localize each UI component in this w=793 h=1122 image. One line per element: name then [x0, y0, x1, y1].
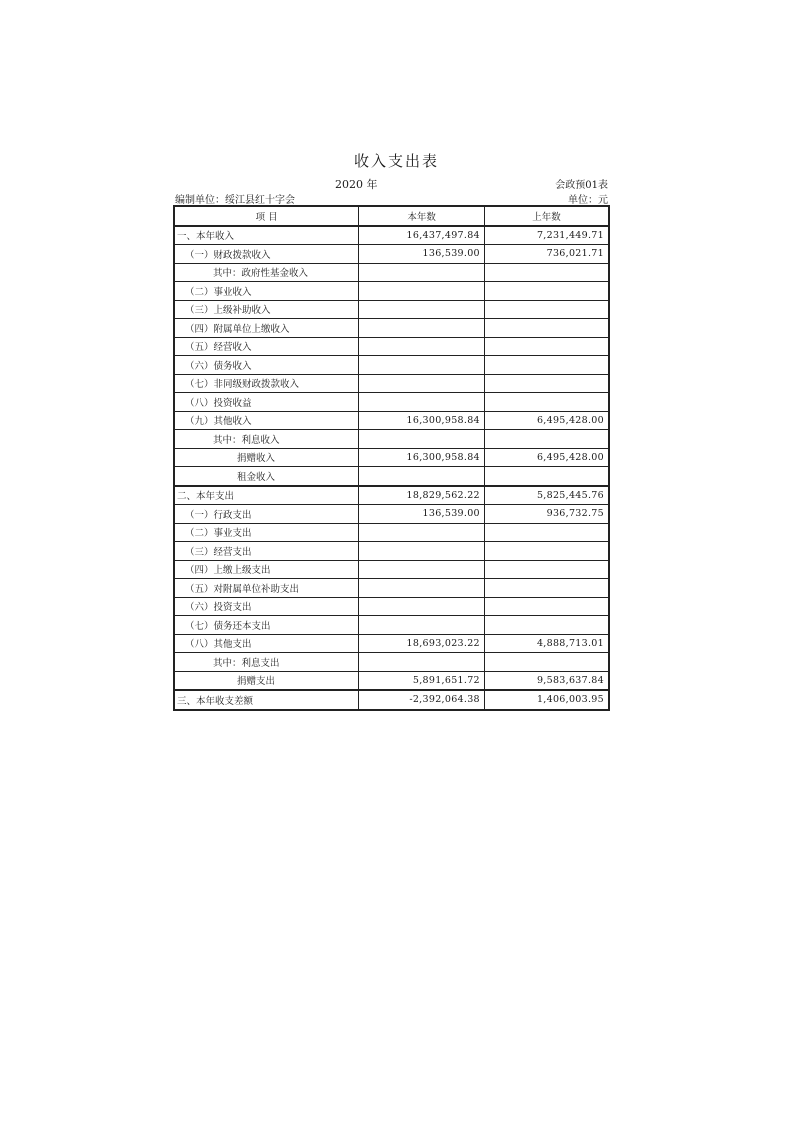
- row-label: （八）其他支出: [174, 634, 359, 653]
- current-year-value: [359, 337, 485, 356]
- row-label: （三）上级补助收入: [174, 300, 359, 319]
- table-row: [174, 579, 609, 598]
- prior-year-value: [484, 374, 609, 393]
- table-row: [174, 337, 609, 356]
- row-label: 其中：利息收入: [174, 430, 359, 449]
- report-year: 2020 年: [335, 178, 378, 191]
- table-row: [174, 356, 609, 375]
- current-year-value: [359, 430, 485, 449]
- row-label: （五）经营收入: [174, 337, 359, 356]
- prior-year-value: [484, 282, 609, 301]
- prior-year-value: 5,825,445.76: [484, 486, 609, 505]
- current-year-value: 136,539.00: [359, 505, 485, 524]
- prior-year-value: [484, 300, 609, 319]
- table-row: [174, 430, 609, 449]
- current-year-value: 16,300,958.84: [359, 411, 485, 430]
- row-label: 租金收入: [174, 467, 359, 486]
- table-row: [174, 411, 609, 430]
- current-year-value: 18,693,023.22: [359, 634, 485, 653]
- current-year-value: 136,539.00: [359, 245, 485, 264]
- row-label: 三、本年收支差额: [174, 690, 359, 710]
- current-year-value: [359, 393, 485, 412]
- table-row: [174, 226, 609, 245]
- table-row: [174, 282, 609, 301]
- table-row: [174, 300, 609, 319]
- prior-year-value: 6,495,428.00: [484, 448, 609, 467]
- document-title: 收入支出表: [353, 152, 439, 170]
- table-row: [174, 486, 609, 505]
- table-row: [174, 671, 609, 690]
- current-year-value: 5,891,651.72: [359, 671, 485, 690]
- prior-year-value: [484, 542, 609, 561]
- current-year-value: [359, 374, 485, 393]
- current-year-value: [359, 523, 485, 542]
- current-year-value: [359, 300, 485, 319]
- prior-year-value: 9,583,637.84: [484, 671, 609, 690]
- header-item: 项 目: [174, 206, 359, 226]
- table-row: [174, 616, 609, 635]
- row-label: （七）债务还本支出: [174, 616, 359, 635]
- table-row: [174, 597, 609, 616]
- prior-year-value: 4,888,713.01: [484, 634, 609, 653]
- current-year-value: [359, 616, 485, 635]
- current-year-value: 18,829,562.22: [359, 486, 485, 505]
- prior-year-value: [484, 579, 609, 598]
- prior-year-value: [484, 597, 609, 616]
- table-row: [174, 448, 609, 467]
- row-label: （三）经营支出: [174, 542, 359, 561]
- prior-year-value: [484, 263, 609, 282]
- prior-year-value: [484, 337, 609, 356]
- row-label: （九）其他收入: [174, 411, 359, 430]
- current-year-value: 16,300,958.84: [359, 448, 485, 467]
- table-row: [174, 393, 609, 412]
- row-label: （一）财政拨款收入: [174, 245, 359, 264]
- current-year-value: [359, 282, 485, 301]
- income-expense-table: [173, 205, 610, 711]
- table-row: [174, 653, 609, 672]
- row-label: （四）附属单位上缴收入: [174, 319, 359, 338]
- prior-year-value: [484, 393, 609, 412]
- row-label: （五）对附属单位补助支出: [174, 579, 359, 598]
- prior-year-value: [484, 616, 609, 635]
- table-row: [174, 319, 609, 338]
- prior-year-value: [484, 523, 609, 542]
- current-year-value: [359, 319, 485, 338]
- header-current-year: 本年数: [359, 206, 485, 226]
- prior-year-value: 936,732.75: [484, 505, 609, 524]
- prior-year-value: [484, 653, 609, 672]
- current-year-value: [359, 597, 485, 616]
- table-row: [174, 690, 609, 710]
- current-year-value: [359, 467, 485, 486]
- table-row: [174, 374, 609, 393]
- row-label: （六）债务收入: [174, 356, 359, 375]
- table-row: [174, 634, 609, 653]
- row-label: （四）上缴上级支出: [174, 560, 359, 579]
- prior-year-value: [484, 430, 609, 449]
- current-year-value: -2,392,064.38: [359, 690, 485, 710]
- current-year-value: [359, 579, 485, 598]
- current-year-value: [359, 653, 485, 672]
- row-label: （七）非同级财政拨款收入: [174, 374, 359, 393]
- table-row: [174, 560, 609, 579]
- form-number: 会政预01表: [555, 180, 608, 191]
- row-label: 二、本年支出: [174, 486, 359, 505]
- row-label: （二）事业收入: [174, 282, 359, 301]
- prior-year-value: [484, 467, 609, 486]
- prior-year-value: [484, 356, 609, 375]
- current-year-value: [359, 560, 485, 579]
- preparing-unit: 编制单位：绥江县红十字会: [175, 195, 295, 206]
- table-row: [174, 505, 609, 524]
- row-label: （二）事业支出: [174, 523, 359, 542]
- current-year-value: [359, 542, 485, 561]
- prior-year-value: [484, 560, 609, 579]
- table-row: [174, 263, 609, 282]
- table-row: [174, 245, 609, 264]
- row-label: （一）行政支出: [174, 505, 359, 524]
- prior-year-value: 736,021.71: [484, 245, 609, 264]
- prior-year-value: 1,406,003.95: [484, 690, 609, 710]
- row-label: 其中：政府性基金收入: [174, 263, 359, 282]
- table-header-row: [174, 206, 609, 226]
- prior-year-value: 7,231,449.71: [484, 226, 609, 245]
- prior-year-value: 6,495,428.00: [484, 411, 609, 430]
- prior-year-value: [484, 319, 609, 338]
- table-row: [174, 542, 609, 561]
- row-label: 捐赠支出: [174, 671, 359, 690]
- row-label: 捐赠收入: [174, 448, 359, 467]
- current-year-value: 16,437,497.84: [359, 226, 485, 245]
- table-row: [174, 523, 609, 542]
- current-year-value: [359, 263, 485, 282]
- row-label: 一、本年收入: [174, 226, 359, 245]
- header-prior-year: 上年数: [484, 206, 609, 226]
- row-label: （八）投资收益: [174, 393, 359, 412]
- table-row: [174, 467, 609, 486]
- current-year-value: [359, 356, 485, 375]
- currency-unit: 单位：元: [568, 195, 608, 206]
- row-label: （六）投资支出: [174, 597, 359, 616]
- row-label: 其中：利息支出: [174, 653, 359, 672]
